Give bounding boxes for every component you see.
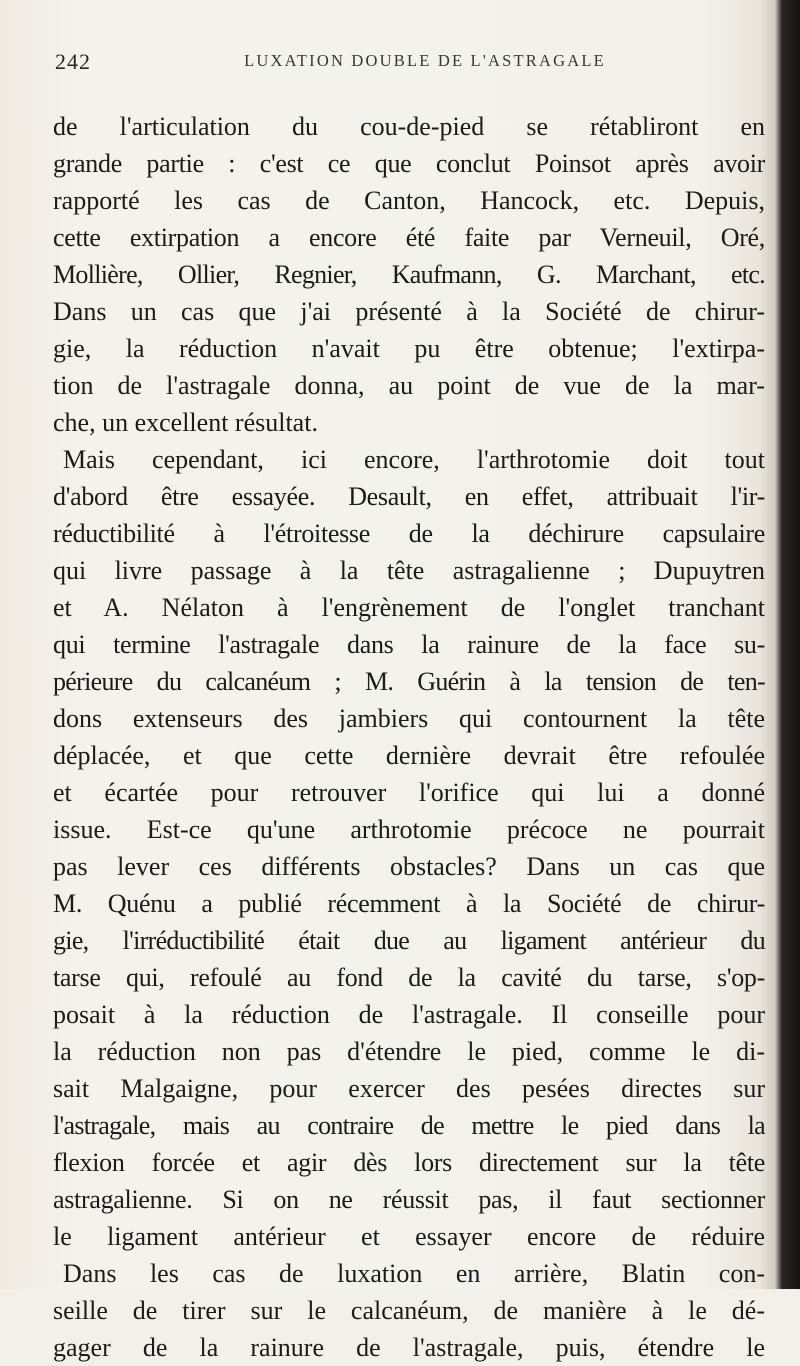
text-line: tion de l'astragale donna, au point de vue de la mar- [53,371,765,400]
text-line: issue. Est-ce qu'une arthrotomie précoce ne pourrait [53,815,765,844]
running-title: LUXATION DOUBLE DE L'ASTRAGALE [244,51,606,70]
text-line: cette extirpation a encore été faite par Verneuil, Oré, [53,223,765,252]
text-line: Dans les cas de luxation en arrière, Blatin con- [63,1259,765,1288]
text-line: Mais cependant, ici encore, l'arthrotomie doit tout [63,445,765,474]
text-line: le ligament antérieur et essayer encore de réduire [53,1222,765,1251]
text-line: dons extenseurs des jambiers qui contournent la tête [53,704,765,733]
text-line: l'astragale, mais au contraire de mettre le pied dans la [53,1111,765,1140]
text-line: gie, l'irréductibilité était due au ligament antérieur du [53,926,765,955]
text-line: et A. Nélaton à l'engrènement de l'onglet tranchant [53,593,765,622]
text-line: grande partie : c'est ce que conclut Poinsot après avoir [53,149,765,178]
text-line: posait à la réduction de l'astragale. Il conseille pour [53,1000,765,1029]
text-line: qui livre passage à la tête astragalienne ; Dupuytren [53,556,765,585]
text-line: flexion forcée et agir dès lors directement sur la tête [53,1148,765,1177]
text-line: de l'articulation du cou-de-pied se rétabliront en [53,112,765,141]
text-line: gie, la réduction n'avait pu être obtenue; l'extirpa- [53,334,765,363]
text-line: rapporté les cas de Canton, Hancock, etc. Depuis, [53,186,765,215]
text-line: pas lever ces différents obstacles? Dans un cas que [53,852,765,881]
text-line: seille de tirer sur le calcanéum, de manière à le dé- [53,1296,765,1325]
page-header [55,49,755,79]
text-line: d'abord être essayée. Desault, en effet, attribuait l'ir- [53,482,765,511]
text-line: che, un excellent résultat. [53,408,318,437]
text-line: astragalienne. Si on ne réussit pas, il faut sectionner [53,1185,765,1214]
text-line: qui termine l'astragale dans la rainure de la face su- [53,630,765,659]
text-line: Dans un cas que j'ai présenté à la Société de chirur- [53,297,765,326]
text-line: Mollière, Ollier, Regnier, Kaufmann, G. Marchant, etc. [53,260,765,289]
text-line: réductibilité à l'étroitesse de la déchirure capsulaire [53,519,765,548]
text-line: M. Quénu a publié récemment à la Société de chirur- [53,889,765,918]
text-line: et écartée pour retrouver l'orifice qui lui a donné [53,778,765,807]
text-line: déplacée, et que cette dernière devrait être refoulée [53,741,765,770]
text-line: gager de la rainure de l'astragale, puis, étendre le [53,1333,765,1362]
page-number: 242 [55,49,91,74]
text-line: la réduction non pas d'étendre le pied, comme le di- [53,1037,765,1066]
body-text [53,108,765,1366]
text-line: tarse qui, refoulé au fond de la cavité du tarse, s'op- [53,963,765,992]
text-line: périeure du calcanéum ; M. Guérin à la tension de ten- [53,667,765,696]
text-line: sait Malgaigne, pour exercer des pesées directes sur [53,1074,765,1103]
